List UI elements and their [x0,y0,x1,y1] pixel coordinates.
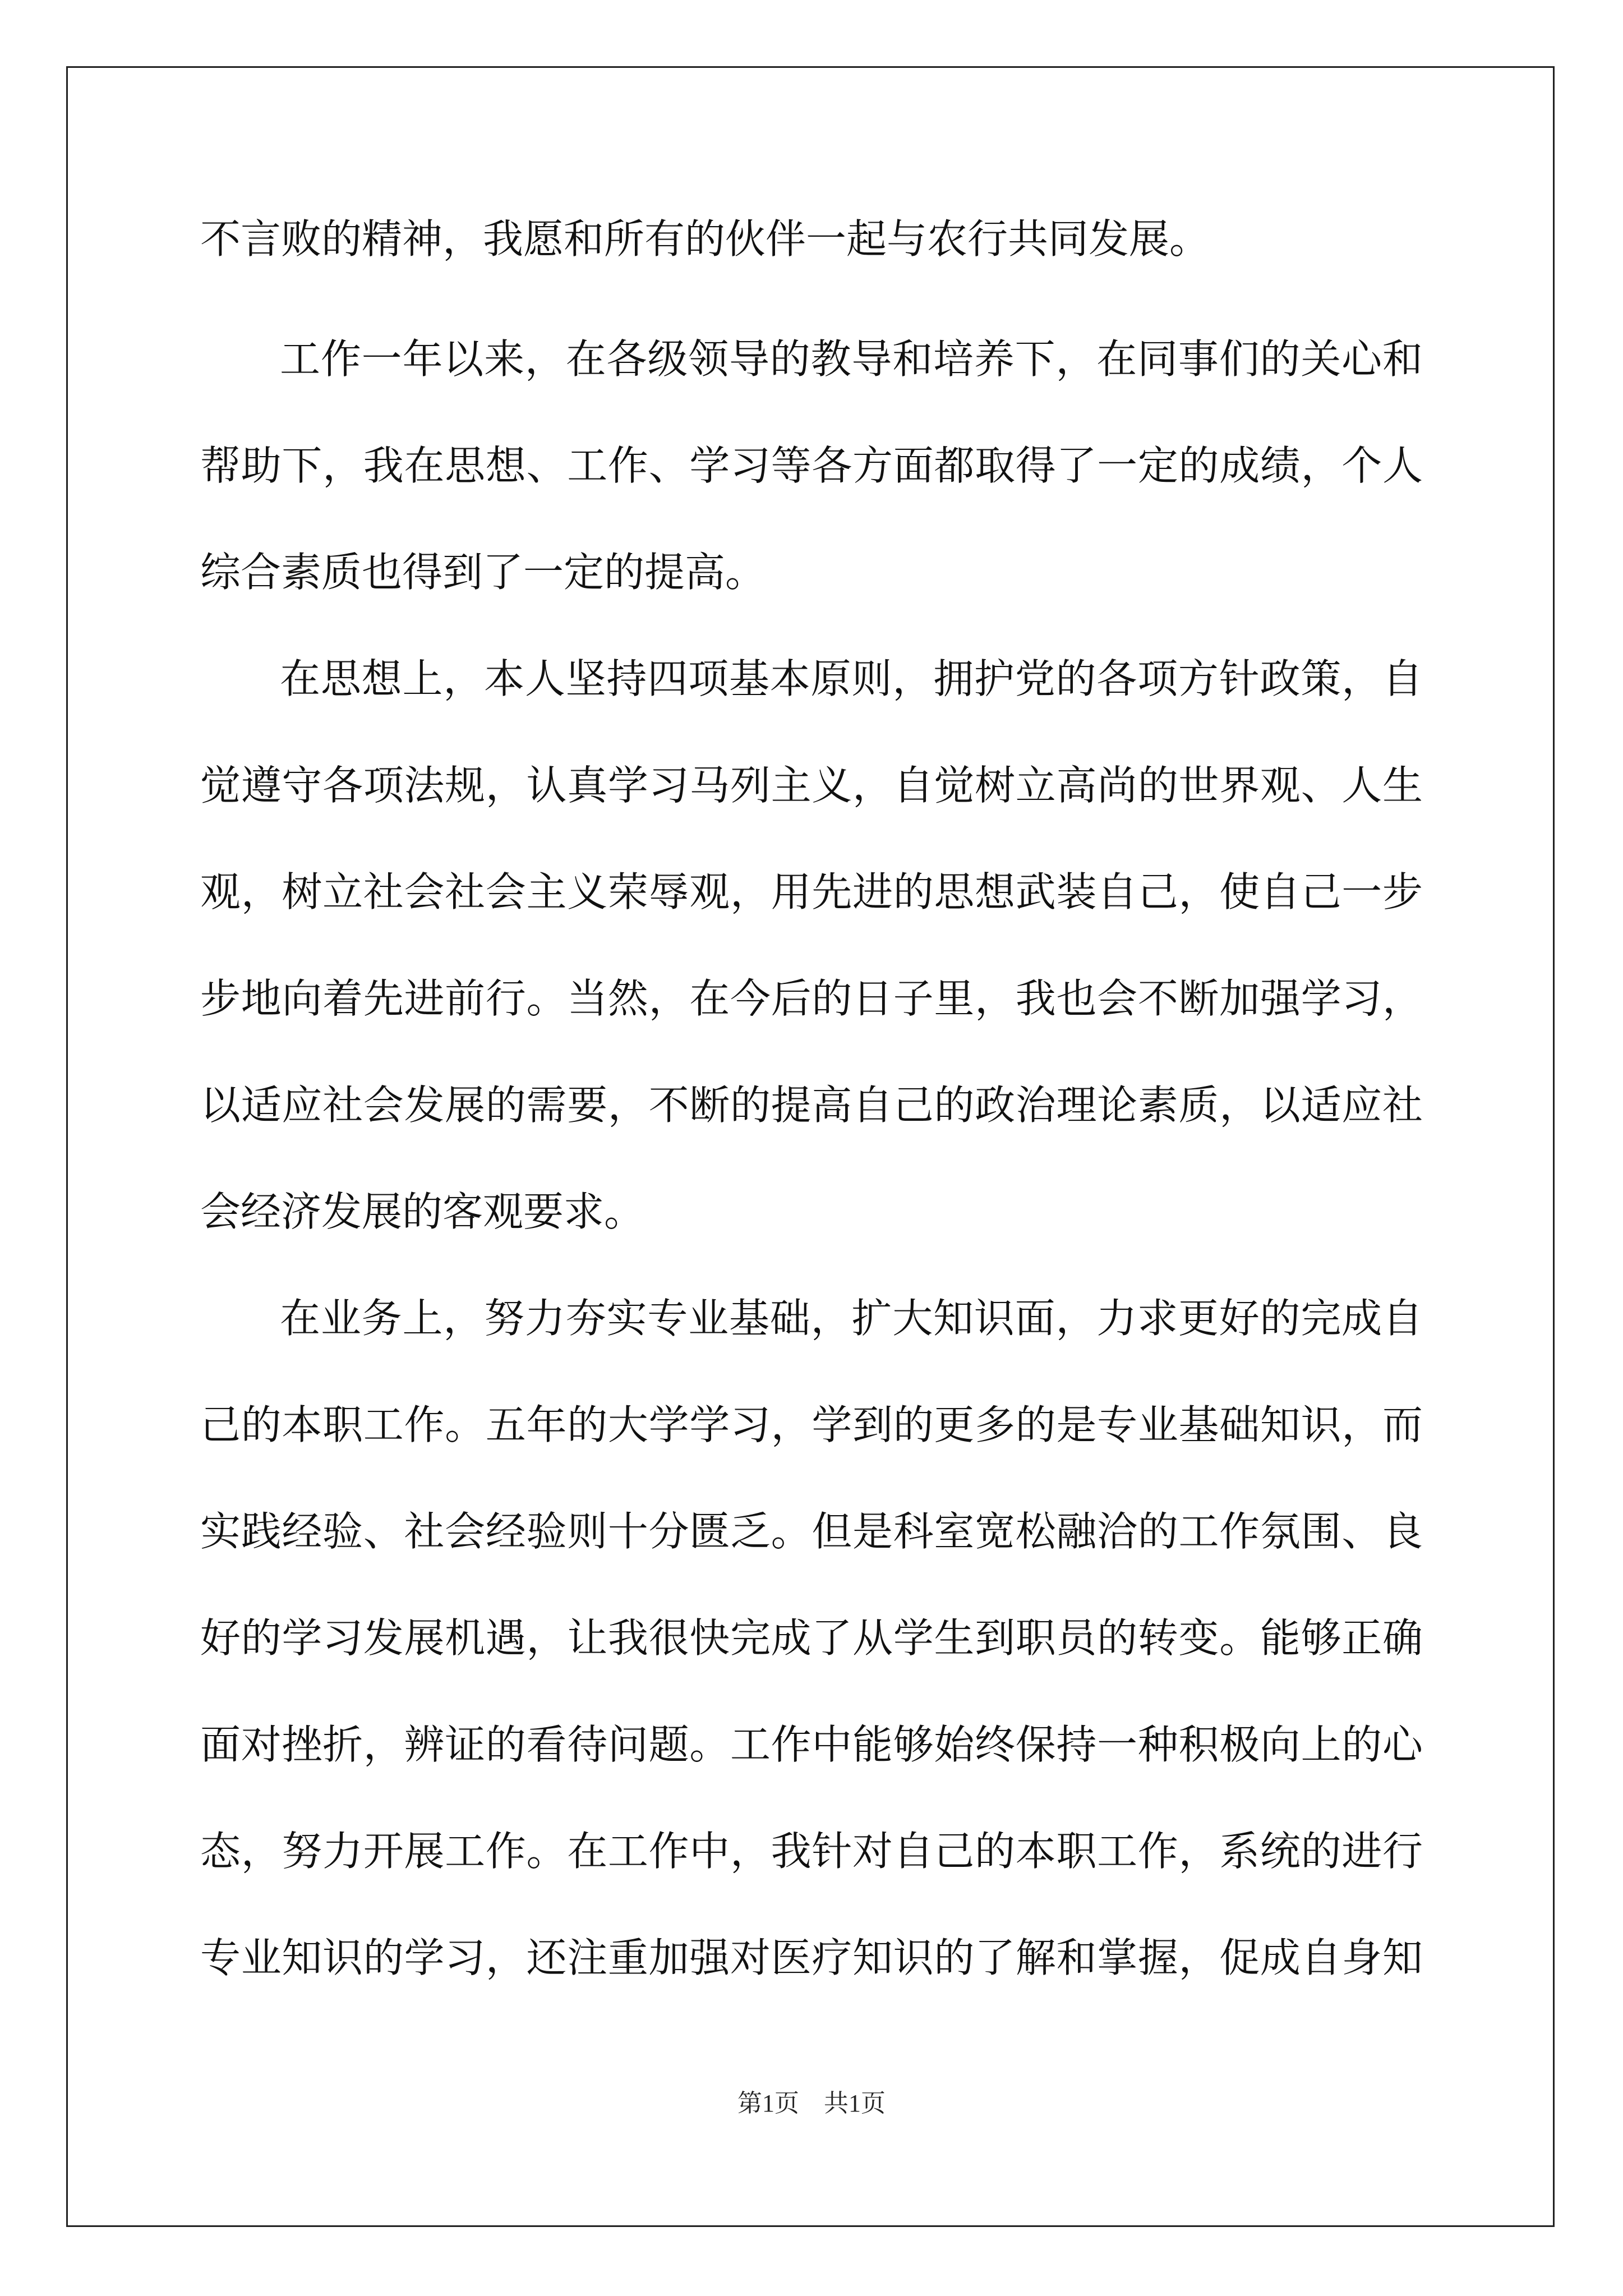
text-line: 帮助下，我在思想、工作、学习等各方面都取得了一定的成绩，个人 [200,442,1423,489]
text-line: 会经济发展的客观要求。 [200,1188,645,1235]
text-line: 不言败的精神，我愿和所有的伙伴一起与农行共同发展。 [200,215,1210,263]
text-line: 以适应社会发展的需要，不断的提高自己的政治理论素质，以适应社 [200,1082,1423,1129]
page-number-footer: 第1页 共1页 [737,2090,886,2117]
text-line: 态，努力开展工作。在工作中，我针对自己的本职工作，系统的进行 [200,1828,1423,1875]
text-line: 觉遵守各项法规，认真学习马列主义，自觉树立高尚的世界观、人生 [200,762,1423,809]
text-line: 综合素质也得到了一定的提高。 [200,549,766,596]
paragraph-first-line: 在思想上，本人坚持四项基本原则，拥护党的各项方针政策，自 [280,655,1423,702]
text-line: 己的本职工作。五年的大学学习，学到的更多的是专业基础知识，而 [200,1401,1423,1448]
page-border [66,66,1555,2227]
text-line: 面对挫折，辨证的看待问题。工作中能够始终保持一种积极向上的心 [200,1721,1423,1768]
paragraph-first-line: 工作一年以来，在各级领导的教导和培养下，在同事们的关心和 [280,335,1423,383]
paragraph-first-line: 在业务上，努力夯实专业基础，扩大知识面，力求更好的完成自 [280,1295,1423,1342]
text-line: 实践经验、社会经验则十分匮乏。但是科室宽松融洽的工作氛围、良 [200,1508,1423,1555]
text-line: 好的学习发展机遇，让我很快完成了从学生到职员的转变。能够正确 [200,1614,1423,1662]
text-line: 专业知识的学习，还注重加强对医疗知识的了解和掌握，促成自身知 [200,1934,1423,1981]
text-line: 步地向着先进前行。当然，在今后的日子里，我也会不断加强学习， [200,975,1423,1022]
text-line: 观，树立社会社会主义荣辱观，用先进的思想武装自己，使自己一步 [200,868,1423,915]
